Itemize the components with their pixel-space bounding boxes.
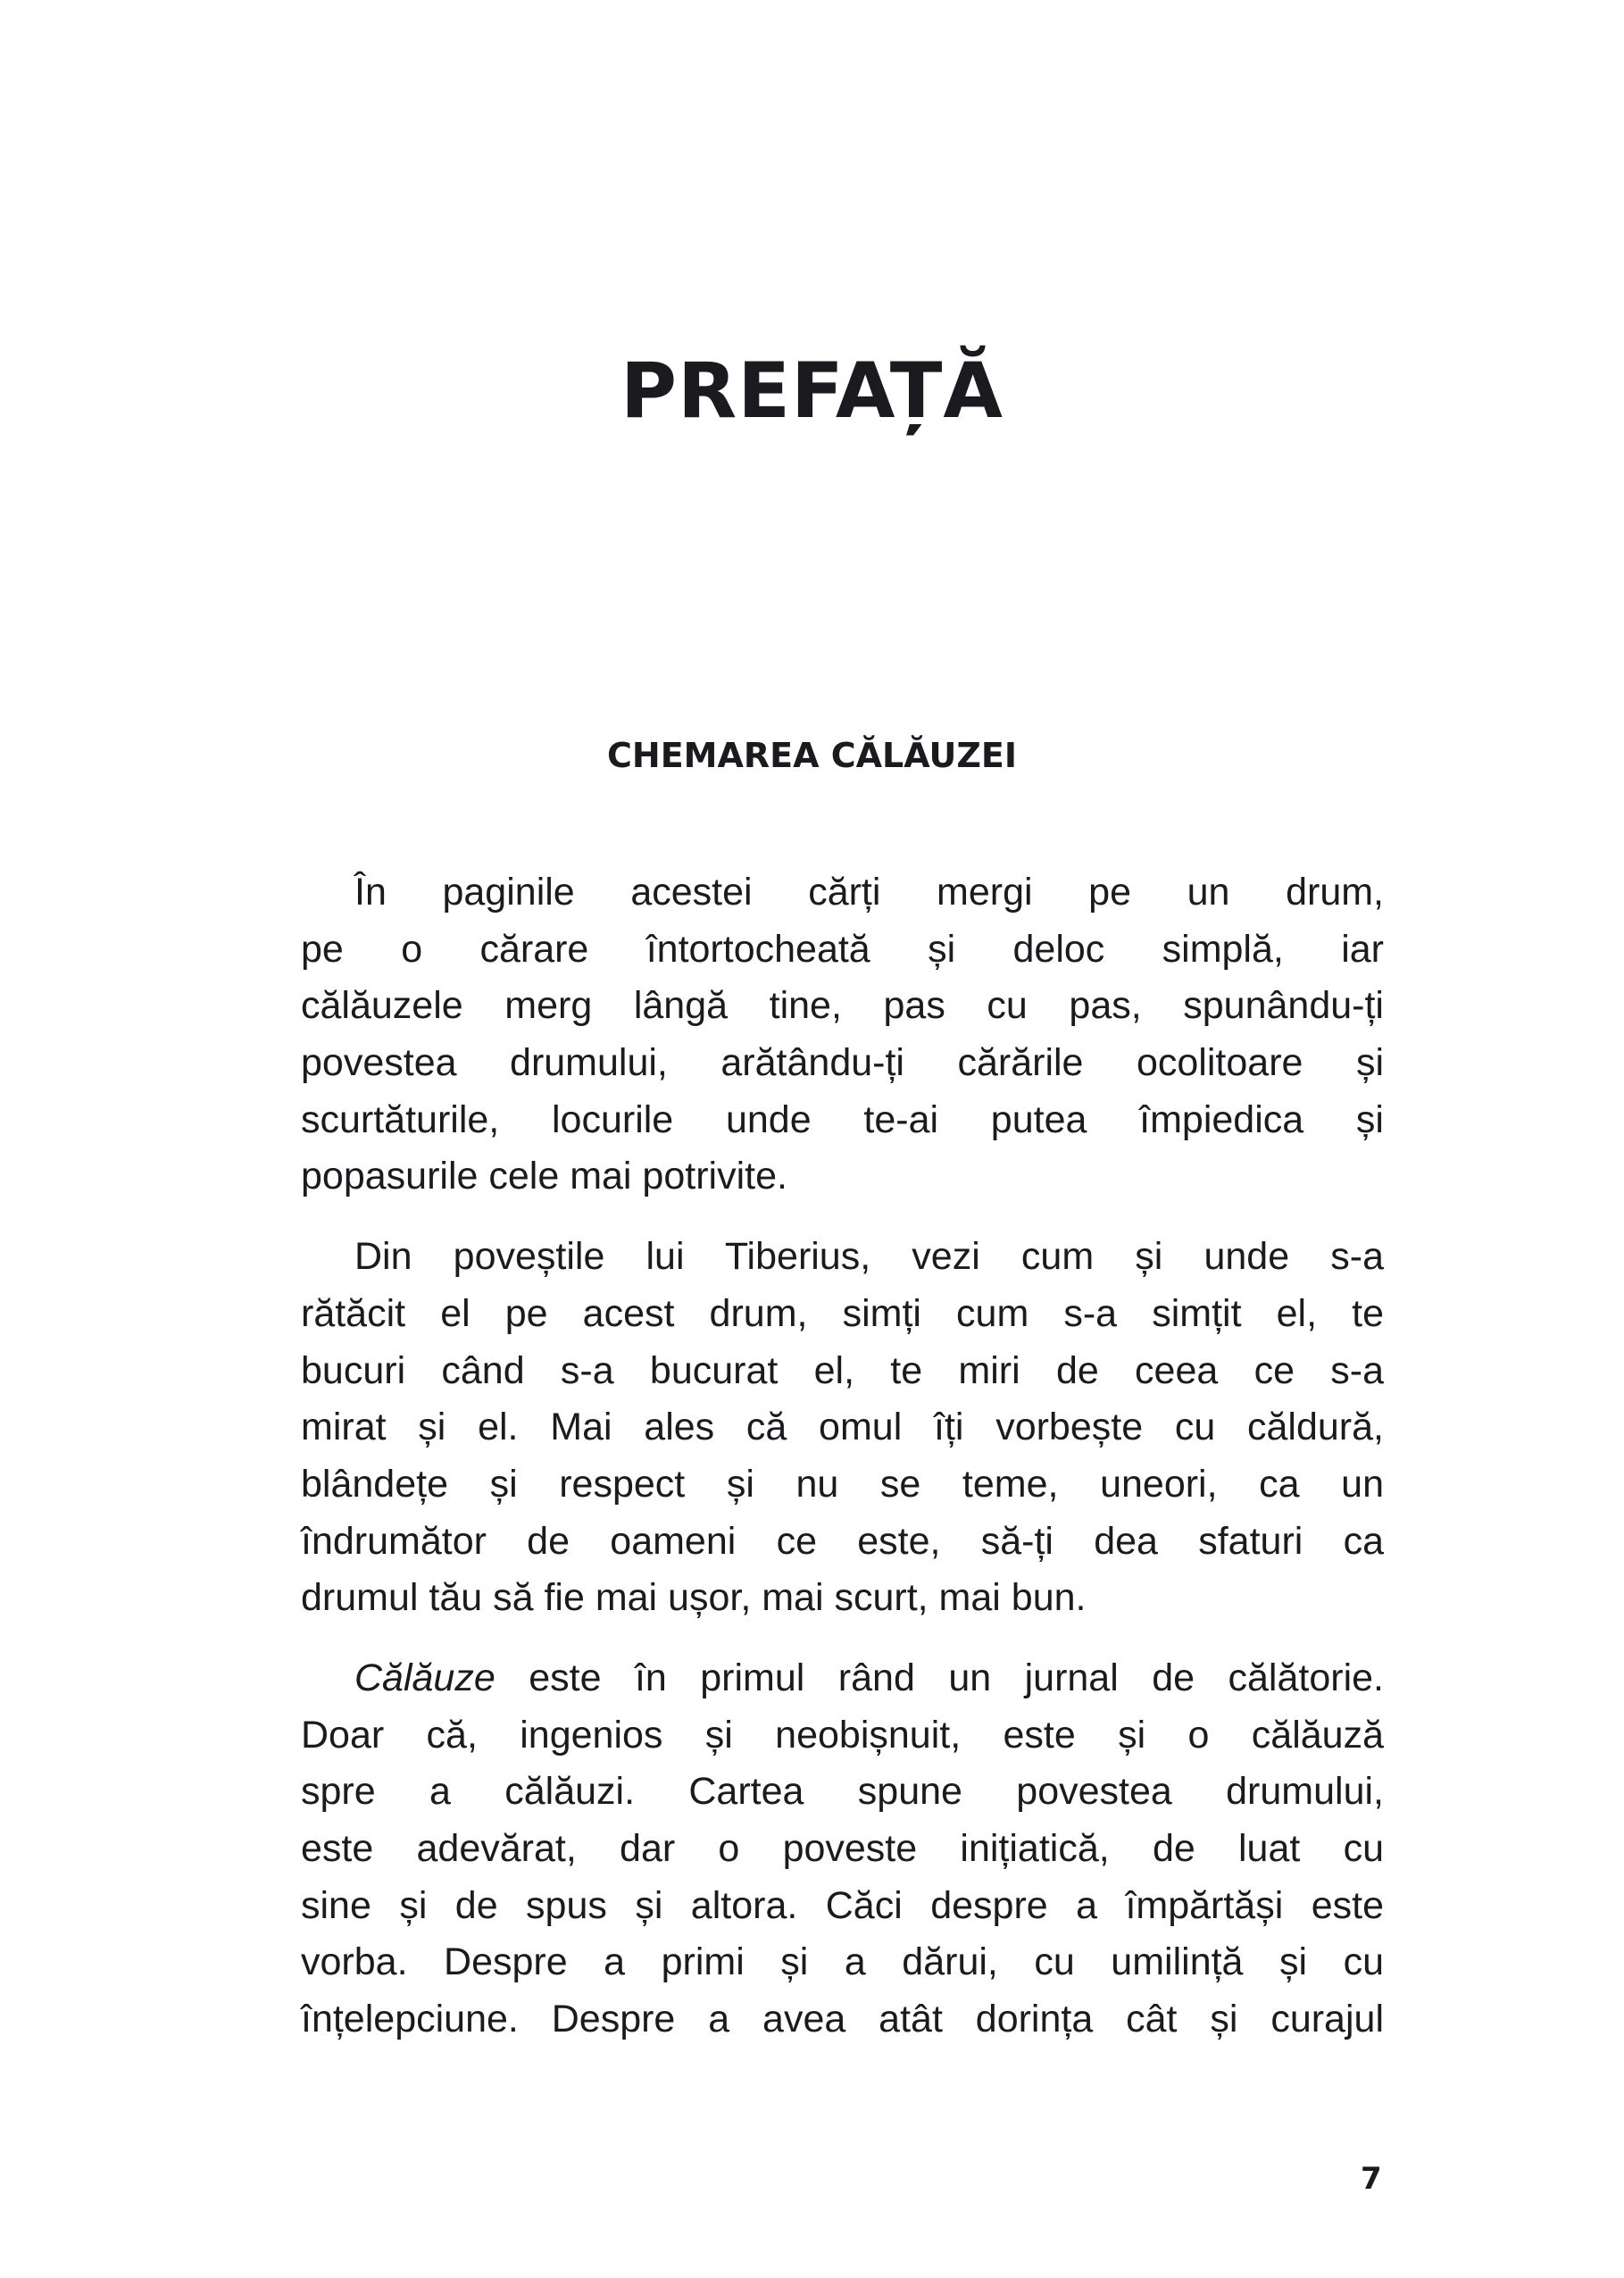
section-title: CHEMAREA CĂLĂUZEI [607, 735, 1017, 775]
text-line: rătăcit el pe acest drum, simți cum s-a simțit el, te [301, 1291, 1384, 1335]
text-line: bucuri când s-a bucurat el, te miri de ceea ce s-a [301, 1348, 1384, 1392]
text-line: pe o cărare întortocheată și deloc simplă, iar [301, 927, 1384, 971]
text-line: scurtăturile, locurile unde te-ai putea împiedica și [301, 1097, 1384, 1141]
text-line: spre a călăuzi. Cartea spune povestea drumului, [301, 1770, 1384, 1814]
text-line: călăuzele merg lângă tine, pas cu pas, spunându-ți [301, 984, 1384, 1028]
paragraph-1 [301, 864, 1384, 1206]
page-number: 7 [1361, 2161, 1382, 2197]
page-title: PREFAȚĂ [620, 346, 1004, 436]
text-line: blândețe și respect și nu se teme, uneori, ca un [301, 1462, 1384, 1506]
italic-book-title: Călăuze [354, 1656, 496, 1699]
text-line: înțelepciune. Despre a avea atât dorința cât și curajul [301, 1998, 1384, 2041]
text-line: sine și de spus și altora. Căci despre a împărtăși este [301, 1883, 1384, 1927]
text-line: vorba. Despre a primi și a dărui, cu umilință și cu [301, 1940, 1384, 1984]
text-line: este adevărat, dar o poveste inițiatică, de luat cu [301, 1827, 1384, 1870]
body-text [301, 864, 1384, 2072]
text-line: mirat și el. Mai ales că omul îți vorbește cu căldură, [301, 1406, 1384, 1449]
paragraph-2 [301, 1229, 1384, 1627]
text-line: Din poveștile lui Tiberius, vezi cum și unde s-a [354, 1235, 1384, 1279]
text-span: este în primul rând un jurnal de călătorie. [495, 1656, 1384, 1699]
text-line [301, 1650, 1384, 1707]
text-line: popasurile cele mai potrivite. [301, 1155, 787, 1198]
text-line: drumul tău să fie mai ușor, mai scurt, mai bun. [301, 1576, 1087, 1620]
paragraph-3 [301, 1650, 1384, 2049]
text-line: povestea drumului, arătându-ți cărările ocolitoare și [301, 1041, 1384, 1085]
text-line: Doar că, ingenios și neobișnuit, este și o călăuză [301, 1713, 1384, 1756]
text-line: În paginile acestei cărți mergi pe un drum, [354, 871, 1384, 914]
text-line: îndrumător de oameni ce este, să-ți dea sfaturi ca [301, 1519, 1384, 1563]
